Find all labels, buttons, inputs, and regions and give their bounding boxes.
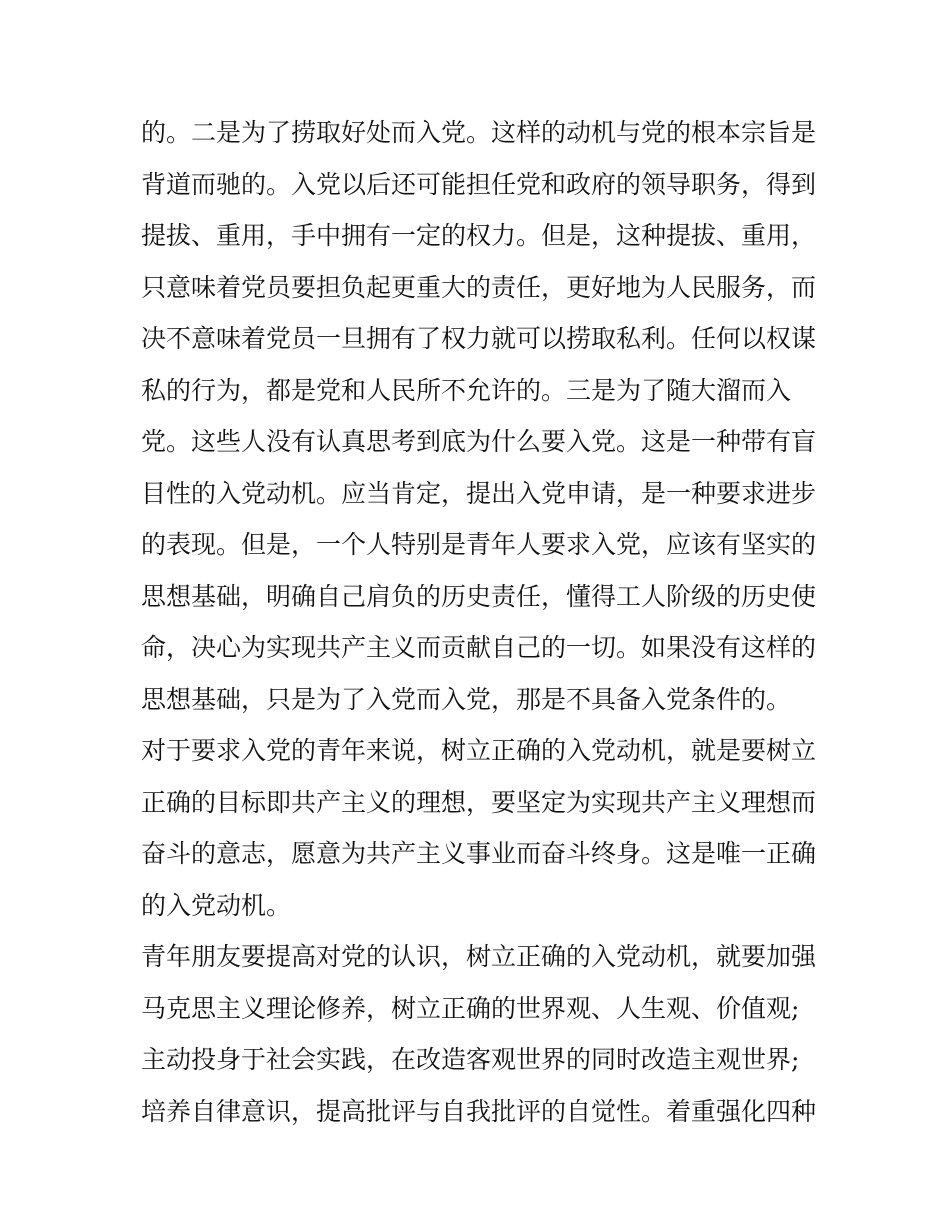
text-line: 培养自律意识，提高批评与自我批评的自觉性。着重强化四种: [141, 1096, 817, 1126]
text-line: 私的行为，都是党和人民所不允许的。三是为了随大溜而入: [141, 375, 792, 405]
text-line: 马克思主义理论修养，树立正确的世界观、人生观、价值观;: [141, 993, 800, 1023]
text-line: 党。这些人没有认真思考到底为什么要入党。这是一种带有盲: [141, 427, 817, 456]
text-line: 青年朋友要提高对党的认识，树立正确的入党动机，就要加强: [141, 942, 817, 971]
text-line: 决不意味着党员一旦拥有了权力就可以捞取私利。任何以权谋: [141, 324, 817, 353]
text-line: 主动投身于社会实践，在改造客观世界的同时改造主观世界;: [141, 1045, 800, 1074]
text-line: 思想基础，明确自己肩负的历史责任，懂得工人阶级的历史使: [141, 581, 817, 611]
text-line: 正确的目标即共产主义的理想，要坚定为实现共产主义理想而: [141, 787, 817, 817]
text-line: 的表现。但是，一个人特别是青年人要求入党，应该有坚实的: [141, 530, 817, 559]
text-line: 命，决心为实现共产主义而贡献自己的一切。如果没有这样的: [141, 633, 817, 662]
text-line: 目性的入党动机。应当肯定，提出入党申请，是一种要求进步: [141, 478, 817, 508]
text-line: 思想基础，只是为了入党而入党，那是不具备入党条件的。: [141, 684, 792, 714]
text-line: 提拔、重用，手中拥有一定的权力。但是，这种提拔、重用，: [141, 221, 817, 250]
text-line: 的入党动机。: [141, 890, 292, 920]
text-line: 背道而驰的。入党以后还可能担任党和政府的领导职务，得到: [141, 169, 817, 199]
text-line: 的。二是为了捞取好处而入党。这样的动机与党的根本宗旨是: [141, 118, 817, 147]
text-line: 对于要求入党的青年来说，树立正确的入党动机，就是要树立: [141, 736, 817, 765]
text-line: 奋斗的意志，愿意为共产主义事业而奋斗终身。这是唯一正确: [141, 839, 817, 868]
body-text: [141, 107, 821, 1137]
text-line: 只意味着党员要担负起更重大的责任，更好地为人民服务，而: [141, 272, 817, 302]
